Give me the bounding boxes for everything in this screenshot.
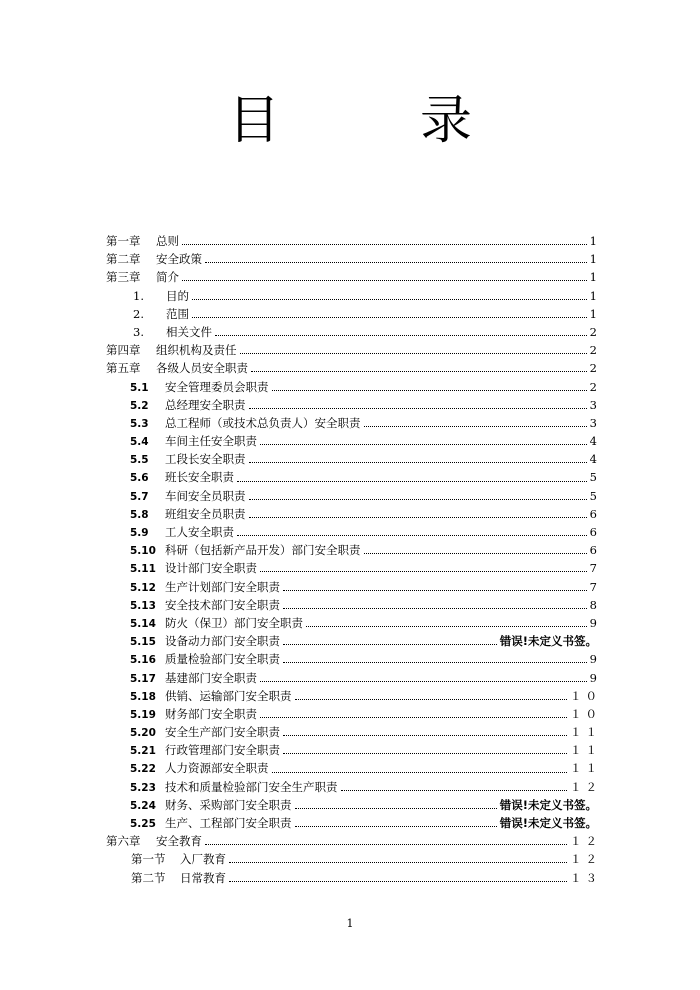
toc-dot-leader <box>364 544 587 554</box>
toc-entry[interactable] <box>106 541 601 559</box>
toc-entry-label: 各级人员安全职责 <box>156 361 248 376</box>
toc-entry-page: 3 <box>589 397 601 412</box>
toc-entry-label: 组织机构及责任 <box>156 343 237 358</box>
toc-entry[interactable] <box>106 796 597 814</box>
toc-entry-page: 2 <box>589 361 601 376</box>
toc-dot-leader <box>237 472 587 482</box>
toc-dot-leader <box>251 362 587 372</box>
toc-dot-leader <box>260 562 587 572</box>
toc-entry-number: 3. <box>133 324 144 339</box>
toc-entry-number: 5.5 <box>130 454 149 467</box>
toc-entry-page: １０ <box>570 688 601 703</box>
toc-entry[interactable] <box>106 432 601 450</box>
toc-dot-leader <box>237 526 587 536</box>
toc-entry-page: 1 <box>589 252 601 267</box>
toc-entry[interactable] <box>106 650 601 668</box>
toc-dot-leader <box>249 399 587 409</box>
toc-entry-page: １１ <box>570 725 601 740</box>
toc-entry[interactable] <box>106 359 601 377</box>
toc-dot-leader <box>192 290 587 300</box>
toc-entry-page: 9 <box>589 615 601 630</box>
toc-entry-page: 1 <box>589 288 601 303</box>
toc-entry-number: 5.7 <box>130 490 149 503</box>
toc-entry-number: 5.25 <box>130 818 156 830</box>
toc-entry[interactable] <box>106 450 601 468</box>
toc-entry-number: 5.1 <box>130 381 149 394</box>
toc-entry[interactable] <box>106 487 601 505</box>
toc-entry-label: 车间安全员职责 <box>165 488 246 503</box>
toc-entry-number: 第六章 <box>106 834 141 849</box>
toc-dot-leader <box>341 781 568 791</box>
toc-dot-leader <box>182 235 587 245</box>
toc-entry-number: 5.2 <box>130 399 149 412</box>
toc-entry-page: 6 <box>589 506 601 521</box>
toc-dot-leader <box>283 653 587 663</box>
toc-entry-label: 总工程师（或技术总负责人）安全职责 <box>165 415 361 430</box>
toc-entry-page: 2 <box>589 343 601 358</box>
toc-dot-leader <box>283 744 567 754</box>
toc-entry-number: 第二节 <box>131 870 166 885</box>
toc-entry-error: 错误!未定义书签。 <box>499 634 597 649</box>
toc-entry-label: 工人安全职责 <box>165 525 234 539</box>
toc-entry-label: 相关文件 <box>166 324 212 339</box>
toc-entry-label: 总经理安全职责 <box>165 397 246 412</box>
toc-dot-leader <box>283 599 587 609</box>
toc-entry[interactable] <box>106 396 601 414</box>
toc-entry-page: １３ <box>570 870 601 885</box>
toc-entry-number: 5.13 <box>130 599 156 612</box>
toc-entry-number: 第二章 <box>106 252 141 267</box>
toc-entry-label: 简介 <box>156 270 179 285</box>
toc-entry[interactable] <box>106 505 601 523</box>
toc-dot-leader <box>283 726 567 736</box>
toc-dot-leader <box>249 490 587 500</box>
toc-entry[interactable] <box>106 378 601 396</box>
toc-dot-leader <box>283 635 497 645</box>
toc-entry-number: 5.6 <box>130 472 149 485</box>
toc-entry-number: 5.15 <box>130 636 156 649</box>
toc-entry-label: 技术和质量检验部门安全生产职责 <box>165 779 338 794</box>
toc-entry-label: 财务、采购部门安全职责 <box>165 797 292 812</box>
toc-entry[interactable] <box>106 814 597 832</box>
toc-entry-number: 5.12 <box>130 581 156 594</box>
toc-entry[interactable] <box>106 669 601 687</box>
page-title: 目 录 <box>227 91 516 151</box>
toc-entry-label: 班组安全员职责 <box>165 506 246 521</box>
toc-entry-page: 1 <box>589 234 601 248</box>
toc-entry[interactable] <box>106 759 601 777</box>
toc-dot-leader <box>182 271 587 281</box>
toc-entry-label: 安全生产部门安全职责 <box>165 725 280 740</box>
toc-dot-leader <box>249 508 587 518</box>
toc-entry-label: 目的 <box>166 288 189 303</box>
toc-entry-number: 1. <box>133 288 144 303</box>
toc-entry-page: 6 <box>589 543 601 558</box>
toc-dot-leader <box>249 453 587 463</box>
toc-entry[interactable] <box>106 468 601 486</box>
toc-entry-number: 5.20 <box>130 727 156 740</box>
toc-entry-number: 第一章 <box>106 234 141 248</box>
toc-entry-number: 第三章 <box>106 270 141 285</box>
toc-entry[interactable] <box>106 778 601 796</box>
toc-entry-error: 错误!未定义书签。 <box>499 797 597 812</box>
toc-entry-label: 科研（包括新产品开发）部门安全职责 <box>165 543 361 558</box>
toc-dot-leader <box>192 308 587 318</box>
toc-entry-label: 供销、运输部门安全职责 <box>165 688 292 703</box>
toc-dot-leader <box>215 326 587 336</box>
toc-dot-leader <box>229 853 567 863</box>
toc-entry-number: 5.11 <box>130 563 156 576</box>
toc-entry-page: 1 <box>589 306 601 321</box>
toc-entry[interactable] <box>106 632 597 650</box>
toc-dot-leader <box>295 690 568 700</box>
toc-entry-label: 设计部门安全职责 <box>165 561 257 576</box>
toc-entry-page: 7 <box>589 579 601 594</box>
toc-entry[interactable] <box>106 869 601 887</box>
toc-dot-leader <box>240 344 587 354</box>
toc-entry-number: 5.16 <box>130 654 156 667</box>
toc-entry-number: 5.22 <box>130 763 156 776</box>
toc-entry[interactable] <box>106 850 601 868</box>
toc-entry[interactable] <box>106 559 601 577</box>
toc-entry[interactable] <box>106 287 601 305</box>
toc-entry[interactable] <box>106 232 601 250</box>
toc-entry-label: 设备动力部门安全职责 <box>165 634 280 649</box>
toc-entry-number: 2. <box>133 306 144 321</box>
toc-entry-label: 行政管理部门安全职责 <box>165 743 280 758</box>
toc-entry-label: 质量检验部门安全职责 <box>165 652 280 667</box>
toc-entry-page: １１ <box>570 761 601 776</box>
toc-entry-page: 1 <box>589 270 601 285</box>
toc-entry[interactable] <box>106 832 601 850</box>
toc-entry-label: 日常教育 <box>180 870 226 885</box>
toc-dot-leader <box>260 708 567 718</box>
toc-entry-number: 5.3 <box>130 417 149 430</box>
toc-entry-page: １０ <box>570 706 601 721</box>
toc-entry-number: 5.10 <box>130 545 156 558</box>
toc-entry[interactable] <box>106 341 601 359</box>
toc-entry-page: １２ <box>570 852 601 867</box>
toc-dot-leader <box>364 417 587 427</box>
toc-entry-page: 9 <box>589 670 601 685</box>
toc-entry-label: 基建部门安全职责 <box>165 670 257 685</box>
toc-entry[interactable] <box>106 268 601 286</box>
toc-entry-label: 班长安全职责 <box>165 470 234 485</box>
toc-entry-label: 入厂教育 <box>180 852 226 867</box>
table-of-contents <box>106 232 601 887</box>
toc-entry-label: 范围 <box>166 306 189 321</box>
toc-entry[interactable] <box>106 596 601 614</box>
toc-entry-label: 总则 <box>156 234 179 248</box>
toc-dot-leader <box>295 799 497 809</box>
toc-entry-label: 安全教育 <box>156 834 202 849</box>
toc-entry[interactable] <box>106 523 601 541</box>
toc-entry-page: 9 <box>589 652 601 667</box>
toc-entry[interactable] <box>106 323 601 341</box>
toc-dot-leader <box>306 617 587 627</box>
toc-entry-number: 5.17 <box>130 672 156 685</box>
toc-dot-leader <box>272 381 587 391</box>
toc-entry-page: 7 <box>589 561 601 576</box>
toc-entry[interactable] <box>106 687 601 705</box>
toc-entry-number: 第四章 <box>106 343 141 358</box>
toc-dot-leader <box>205 835 567 845</box>
page-number: 1 <box>346 917 354 930</box>
toc-entry-number: 5.19 <box>130 708 156 721</box>
toc-entry-page: 4 <box>589 452 601 467</box>
toc-entry[interactable] <box>106 414 601 432</box>
toc-entry-page: 5 <box>589 488 601 503</box>
toc-entry-page: １１ <box>570 743 601 758</box>
toc-entry-page: １２ <box>570 779 601 794</box>
toc-entry-page: 8 <box>589 597 601 612</box>
toc-entry-page: 4 <box>589 434 601 449</box>
toc-entry[interactable] <box>106 614 601 632</box>
toc-dot-leader <box>205 253 587 263</box>
toc-entry-label: 安全管理委员会职责 <box>165 379 269 394</box>
toc-entry-label: 财务部门安全职责 <box>165 706 257 721</box>
toc-entry[interactable] <box>106 578 601 596</box>
toc-entry-number: 5.9 <box>130 527 149 539</box>
toc-entry-number: 5.18 <box>130 690 156 703</box>
toc-entry[interactable] <box>106 705 601 723</box>
toc-entry-page: 3 <box>589 415 601 430</box>
toc-entry-label: 安全技术部门安全职责 <box>165 597 280 612</box>
toc-entry-label: 防火（保卫）部门安全职责 <box>165 615 303 630</box>
toc-entry-number: 第五章 <box>106 361 141 376</box>
toc-dot-leader <box>260 672 587 682</box>
toc-entry-page: 5 <box>589 470 601 485</box>
toc-entry-page: １２ <box>570 834 601 849</box>
toc-dot-leader <box>260 435 587 445</box>
toc-entry-number: 5.8 <box>130 508 149 521</box>
toc-entry-page: 2 <box>589 324 601 339</box>
toc-entry-page: 6 <box>589 525 601 539</box>
toc-entry[interactable] <box>106 723 601 741</box>
toc-entry-label: 工段长安全职责 <box>165 452 246 467</box>
toc-entry-label: 安全政策 <box>156 252 202 267</box>
toc-entry-number: 5.4 <box>130 436 149 449</box>
toc-entry-page: 2 <box>589 379 601 394</box>
toc-entry-number: 第一节 <box>131 852 166 867</box>
toc-entry-label: 车间主任安全职责 <box>165 434 257 449</box>
toc-dot-leader <box>272 763 568 773</box>
toc-dot-leader <box>283 581 587 591</box>
toc-entry[interactable] <box>106 741 601 759</box>
toc-entry-label: 生产、工程部门安全职责 <box>165 816 292 830</box>
toc-entry-number: 5.24 <box>130 799 156 812</box>
toc-entry-number: 5.23 <box>130 781 156 794</box>
toc-entry[interactable] <box>106 305 601 323</box>
toc-entry-number: 5.21 <box>130 745 156 758</box>
toc-entry-label: 生产计划部门安全职责 <box>165 579 280 594</box>
toc-entry-label: 人力资源部安全职责 <box>165 761 269 776</box>
toc-dot-leader <box>295 817 497 827</box>
toc-entry[interactable] <box>106 250 601 268</box>
toc-entry-error: 错误!未定义书签。 <box>499 816 597 830</box>
toc-dot-leader <box>229 872 567 882</box>
toc-entry-number: 5.14 <box>130 617 156 630</box>
